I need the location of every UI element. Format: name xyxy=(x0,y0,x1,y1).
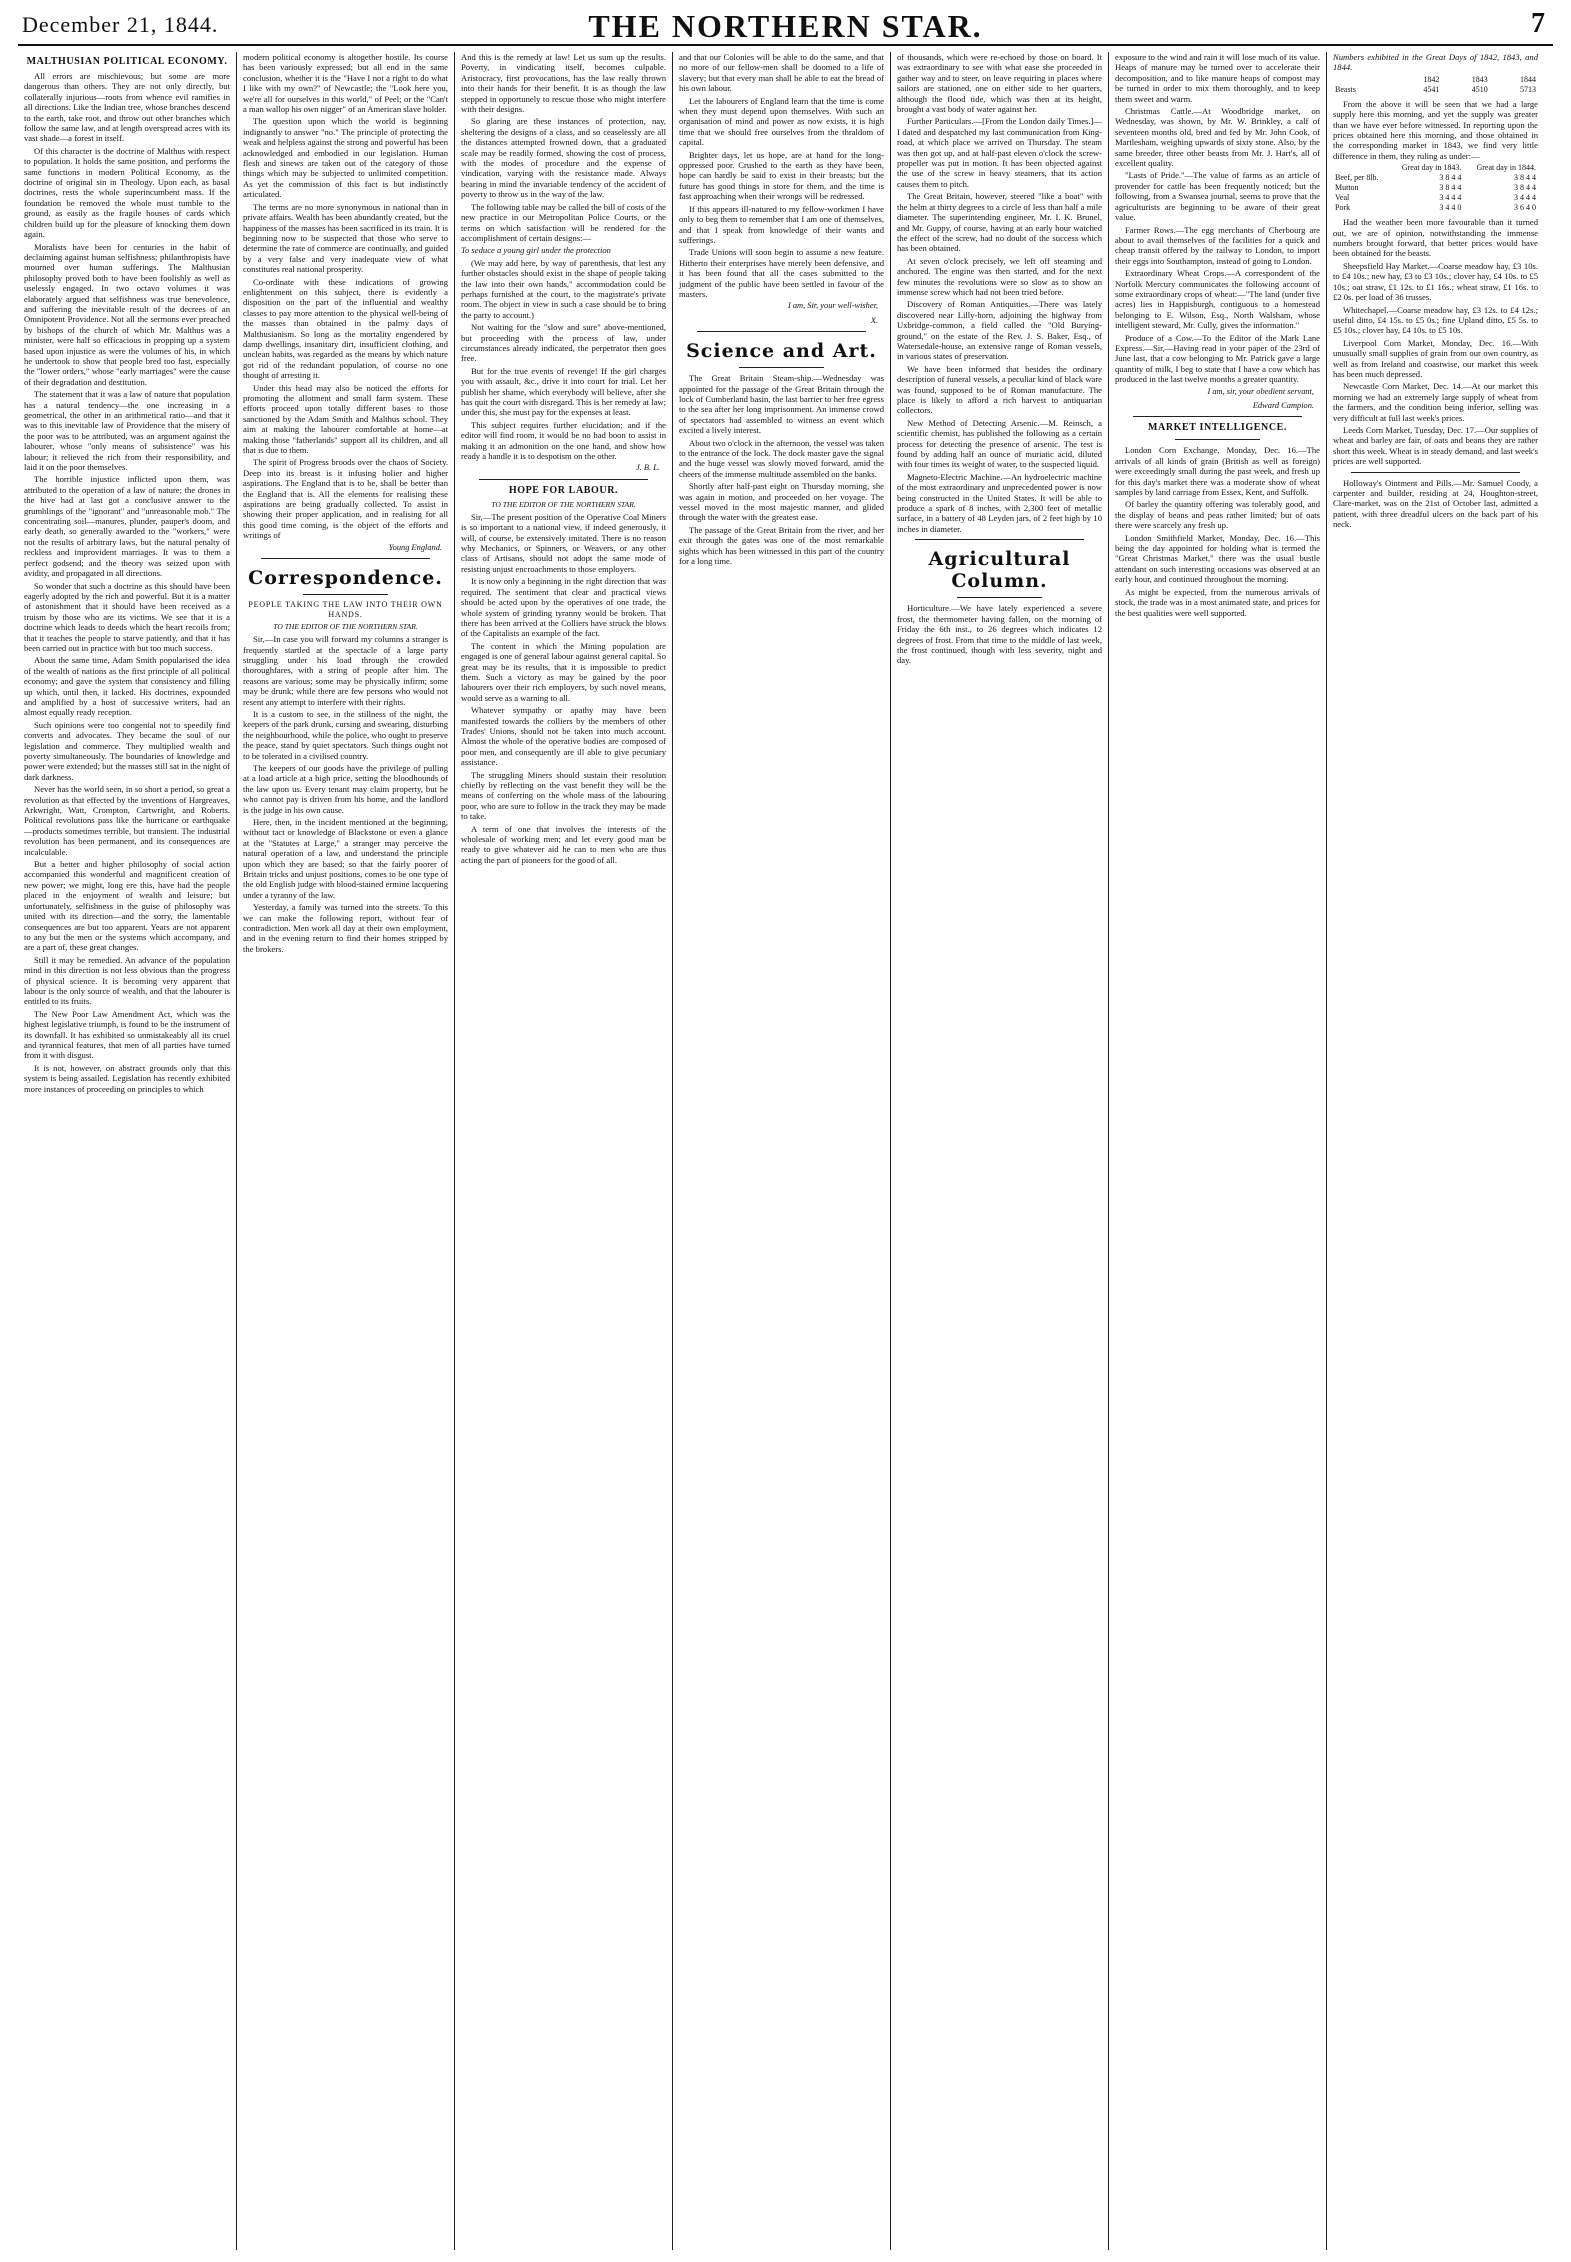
paragraph: The following table may be called the bill of costs of the new practice in our Metropolitan Police Courts, or the terms on which satisfaction will be rendered for the accomplishment of certain designs:— xyxy=(461,201,666,243)
table-header: 1844 xyxy=(1520,74,1536,84)
paragraph: The New Poor Law Amendment Act, which was the highest legislative triumph, is found to be the instrument of its downfall. It has exhibited so unmistakeably all its cruel and tyrannical features, that men of all parties have turned from it with disgust. xyxy=(24,1008,230,1061)
paragraph: The terms are no more synonymous in national than in private affairs. Wealth has been abundantly created, but the happiness of the masses has been sacrificed in its train. It is beginning now to be suspected that those who serve to determine the rate of commerce are continually, and guided by a very false and very inadequate view of what constitutes real national prosperity. xyxy=(243,201,448,275)
paragraph: (We may add here, by way of parenthesis, that lest any further obstacles should exist in the shape of people taking the law into their own hands," accommodation could be perhaps furnished at the court, to the magistrate's private room. The object in view in such a case should be to bring the party to account.) xyxy=(461,257,666,320)
table-caption: Numbers exhibited in the Great Days of 1842, 1843, and 1844. xyxy=(1333,52,1538,73)
table-cell: 3 8 4 4 xyxy=(1439,173,1462,183)
article-heading: MALTHUSIAN POLITICAL ECONOMY. xyxy=(26,56,228,67)
paragraph: So wonder that such a doctrine as this should have been eagerly adopted by the rich and powerful. But it is a matter of astonishment that it should have been received as a truism by those who are its victims. We see that it is a doctrine which leads to deeds which the heart recoils from; that it teaches the people to starve patiently, and that it has been carried out in practice with but too much success. xyxy=(24,580,230,653)
paragraph: Whitechapel.—Coarse meadow hay, £3 12s. to £4 12s.; useful ditto, £4 15s. to £5 0s.; fine Upland ditto, £5 5s. to £5 10s.; clover hay, £4 10s. to £5 10s. xyxy=(1333,304,1538,336)
divider xyxy=(739,367,824,368)
divider xyxy=(697,331,866,332)
masthead xyxy=(18,4,1553,46)
paragraph: Of this character is the doctrine of Malthus with respect to population. It holds the same position, and performs the same functions in modern Political Economy, as the doctrine of original sin in Theology. Upon each, as basal doctrines, rests the whole superincumbent mass. If the foundation be removed the whole must tumble to the ground, as easily as the fragile houses of cards which children build up for the pleasure of knocking them down again. xyxy=(24,145,230,240)
table-cell: Beasts xyxy=(1335,84,1356,94)
paragraph: Brighter days, let us hope, are at hand for the long-oppressed poor. Crushed to the earth as they have been, hope can hardly be said to exist in their breasts; but the future has good things in store for them, and the time is fast approaching when their wrongs will be redressed. xyxy=(679,149,884,202)
paragraph: But a better and higher philosophy of social action accompanied this wonderful and magnificent creation of new power; we might, long ere this, have had the people placed in the enjoyment of wealth and leisure; but unfortunately, selfishness in the guise of philosophy was united with its direction—and the sorry, the lamentable consequences are but too apparent. Years are not apparent to any but the men or the systems which accompany, and are a part of, these great changes. xyxy=(24,859,230,953)
paragraph: At seven o'clock precisely, we left off steaming and anchored. The engine was then started, and for the next few minutes the revolutions were so slow as to show an immense screw which had not been tried before. xyxy=(897,255,1102,297)
paragraph: Shortly after half-past eight on Thursday morning, she was again in motion, and proceeded on her voyage. The vessel moved in the most majestic manner, and glided through the water with the greatest ease. xyxy=(679,481,884,523)
table-cell: Veal xyxy=(1335,193,1350,203)
paragraph: From the above it will be seen that we had a large supply here this morning, and yet the supply was greater than we have ever before witnessed. In reporting upon the prices obtained here this morning, and those obtained in the corresponding market in 1843, we find very little difference in them, they ruling as under:— xyxy=(1333,98,1538,161)
paragraph: The Great Britain, however, steered "like a boat" with the helm at thirty degrees to a circle of less than half a mile diameter. The superintending engineer, Mr. I. K. Brunel, and Mr. Guppy, of course, having at an early hour watched the effect of the screw, had no doubt of the success which has been obtained. xyxy=(897,191,1102,254)
column-1 xyxy=(18,52,236,2250)
column-7 xyxy=(1326,52,1544,2250)
paragraph: modern political economy is altogether hostile. Its course has been variously expressed; but all end in the same conclusion, whether it is the "Have I not a right to do what I like with my own?" of Newcastle; the "Look here you, we're all for ourselves in this world," of Peel; or the "Can't a man wallop his own nigger" of an American slave holder. xyxy=(243,52,448,115)
table-cell: 3 8 4 4 xyxy=(1514,183,1536,193)
table-cell: 3 6 4 0 xyxy=(1514,203,1536,213)
paragraph: Christmas Cattle.—At Woodbridge market, on Wednesday, was shown, by Mr. W. Brinkley, a calf of seventeen months old, bred and fed by Mr. John Cook, of Martlesham, weighing upwards of sixty stone. Also, by the same breeder, three other beasts from Mr. J. Hart's, all of excellent quality. xyxy=(1115,106,1320,169)
table-row xyxy=(1333,85,1538,95)
paragraph: The struggling Miners should sustain their resolution chiefly by reflecting on the vast benefit they will be the means of conferring on the whole mass of the labouring poor, who are sure to follow in the track they may be made to take. xyxy=(461,769,666,822)
divider xyxy=(261,558,430,559)
paragraph: All errors are mischievous; but some are more dangerous than others. They are not only directly, but collaterally injurious—roots from whence evil ramifies in all directions. Like the Indian tree, whose branches descend to the earth, take root, and throw out other branches which follow the same law, and at length overspread acres with its vast shade—a forest in itself. xyxy=(24,71,230,144)
letter-salutation: TO THE EDITOR OF THE NORTHERN STAR. xyxy=(273,622,418,632)
table-cell: Mutton xyxy=(1335,183,1359,193)
paragraph: Let the labourers of England learn that the time is come when they must depend upon themselves. With such an organisation of mind and power as now exists, it is high time that we should free ourselves from the thraldom of capital. xyxy=(679,95,884,148)
table-header: Great day in 1844. xyxy=(1476,163,1536,173)
paragraph: So glaring are these instances of protection, nay, sheltering the designs of a class, and so ceaselessly are all the distances attempted frowned down, that a graduated scale may be readily formed, showing the cost of process, with the modes of procedure and the expense of vindication, varying with the resistance made. Always bearing in mind the invariable tendency of the accident of poverty to throw us in the way of the law. xyxy=(461,116,666,200)
paragraph: Further Particulars.—[From the London daily Times.]—I dated and despatched my last communication from King-road, at which place we arrived on Thursday. The steam was then got up, and at half-past eleven o'clock the screw-propeller was put in motion. It has been objected against the use of the screw in heavy steamers, that its action causes them to pitch. xyxy=(897,116,1102,189)
table-header: 1842 xyxy=(1423,74,1440,84)
paragraph: Trade Unions will soon begin to assume a new feature. Hitherto their enterprises have merely been defensive, and it has been found that all the cases submitted to the judgment of the public have been settled in favour of the masters. xyxy=(679,247,884,299)
divider xyxy=(1133,416,1302,417)
newspaper-title: THE NORTHERN STAR. xyxy=(588,8,983,44)
signature: Young England. xyxy=(388,542,442,552)
table-header: 1843 xyxy=(1471,74,1488,84)
columns xyxy=(18,52,1553,2250)
paragraph: The question upon which the world is beginning indignantly to answer "no." The principle of protecting the weak and helpless against the strong and powerful has been acknowledged and embodied in our legislation. Human flesh and sinews are taken out of the category of those things which may be subjected to unlimited competition. As yet the commission of this fact is but indistinctly articulated. xyxy=(243,116,448,200)
table-cell: 3 4 4 4 xyxy=(1439,193,1462,203)
section-title: Correspondence. xyxy=(248,567,443,590)
section-heading: MARKET INTELLIGENCE. xyxy=(1147,422,1288,434)
signature: X. xyxy=(870,315,878,325)
article-heading: HOPE FOR LABOUR. xyxy=(508,484,619,496)
table-cell: 4541 xyxy=(1423,84,1440,94)
paragraph: exposure to the wind and rain it will lose much of its value. Heaps of manure may be turned over to accelerate their decomposition, and to like manure heaps of compost may be turned in order to mix them thoroughly, and to keep them sweet and warm. xyxy=(1115,52,1320,104)
paragraph: Still it may be remedied. An advance of the population mind in this direction is not less obvious than the progress of physical science. It is becoming very apparent that labour is the only source of wealth, and that the labourer is entitled to its fruits. xyxy=(24,954,230,1007)
paragraph: London Smithfield Market, Monday, Dec. 16.—This being the day appointed for holding what is termed the "Great Christmas Market," there was the usual bustle attendant on such interesting occasions was observed at an early hour, and continued throughout the morning. xyxy=(1115,532,1320,585)
paragraph: Extraordinary Wheat Crops.—A correspondent of the Norfolk Mercury communicates the following account of some extraordinary crops of wheat:—"The land (under five acres) lies in Happisburgh, contiguous to a homestead belonging to E. Wilson, Esq., North Walsham, whose intelligent steward, Mr. Cully, gives the information." xyxy=(1115,268,1320,331)
table-row xyxy=(1333,173,1538,183)
column-2 xyxy=(236,52,454,2250)
page-number: 7 xyxy=(1531,8,1545,39)
paragraph: Never has the world seen, in so short a period, so great a revolution as that effected by the inventions of Hargreaves, Arkwright, Watt, Crompton, Cartwright, and Roberts. Political revolutions pass like the hurricane or earthquake—products sometimes terrible, but transient. The industrial revolution has been permanent, and its consequences are incalculable. xyxy=(24,784,230,857)
paragraph: A term of one that involves the interests of the wholesale of working men; and let every good man be ready to give whatever aid he can to men who are thus acting the part of pioneers for the good of all. xyxy=(461,823,666,865)
paragraph: The statement that it was a law of nature that population has a natural tendency—the one increasing in a geometrical, the other in an arithmetical ratio—and that it was to this inevitable law of Providence that the misery of the poor was to be attributed, was an argument against the labourer, whose "only means of subsistence" was his labour; it relieved the rich from their responsibility, and laid it on the poor themselves. xyxy=(24,389,230,473)
issue-date: December 21, 1844. xyxy=(22,12,219,37)
signature: J. B. L. xyxy=(636,463,660,473)
paragraph: Sir,—In case you will forward my columns a stranger is frequently startled at the spectacle of a large party struggling under his load through the crowded thoroughfares, with a string of people after him. The reasons are various; some may be physically infirm; some may be drunk; while there are few persons who would not resent any attempt to interfere with their rights. xyxy=(243,634,448,707)
paragraph: The content in which the Mining population are engaged is one of general labour against general capital. So great may be its results, that it is impossible to predict them. Such a victory as may be gained by the poor labourers over their rich employers, by such novel means, would serve as a warning to all. xyxy=(461,640,666,703)
paragraph: It is not, however, on abstract grounds only that this system is being assailed. Legislation has recently exhibited more instances of proceeding on principles to which xyxy=(24,1062,230,1094)
paragraph: This subject requires further elucidation; and if the editor will find room, it would be no bad boon to assist in making it an admonition on the one hand, and show how ready a handle it is to despotism on the other. xyxy=(461,419,666,462)
paragraph: Co-ordinate with these indications of growing enlightenment on this subject, there is evidently a disposition on the part of the influential and wealthy classes to pay more attention to the physical well-being of the masses than obtained in the palmy days of Malthusianism. So long as the mortality engendered by damp dwellings, insanitary dirt, insufficient clothing, and unclean habits, was regarded as the means by which nature got rid of the redundant population, of course no one thought of arresting it. xyxy=(243,276,448,381)
table-header: Great day in 1843. xyxy=(1401,163,1462,173)
paragraph: New Method of Detecting Arsenic.—M. Reinsch, a scientific chemist, has published the following as a certain process for detecting the presence of arsenic. The test is found by adding half an ounce of muriatic acid, diluted with four times its weight of water, to the suspected liquid. xyxy=(897,417,1102,470)
paragraph: But for the true events of revenge! If the girl charges you with assault, &c., drive it into court for trial. Let her publish her shame, which everybody will believe, after she has quit the court with disregard. This is her remedy at law; under this, she must pay for the expenses at least. xyxy=(461,365,666,418)
divider xyxy=(1175,439,1260,440)
table-row xyxy=(1333,183,1538,193)
letter-salutation: TO THE EDITOR OF THE NORTHERN STAR. xyxy=(491,499,636,509)
paragraph: About two o'clock in the afternoon, the vessel was taken to the entrance of the lock. The dock master gave the signal and the huge vessel was slowly moved forward, amid the cheers of the immense multitude assembled on the banks. xyxy=(679,437,884,479)
paragraph: The horrible injustice inflicted upon them, was attributed to the operation of a law of nature; the drones in the hive had at last got a conclusive answer to the grumblings of the "ignorant" and "unreasonable mob." The concentrating soil—manures, plunder, pauper's doom, and early death, so generally awarded to the "workers," were not the results of arbitrary laws, but the natural penalty of reckless and improvident marriages. It was to them a perfect godsend; and the theory was seized upon with avidity, and propagated in all directions. xyxy=(24,474,230,579)
cattle-numbers-table xyxy=(1333,75,1538,95)
paragraph: As might be expected, from the numerous arrivals of stock, the trade was in a most animated state, and prices for the best qualities were well supported. xyxy=(1115,586,1320,618)
table-row xyxy=(1333,163,1538,173)
paragraph: Magneto-Electric Machine.—An hydroelectric machine of the most extraordinary and unprecedented power is now being constructed in the United States. It will be able to produce a spark of 8 inches, with 2,300 feet of metallic surface, in a battery of 48 Leyden jars, of 2 feet high by 10 inches in diameter. xyxy=(897,471,1102,534)
meat-prices-table xyxy=(1333,163,1538,213)
paragraph: The Great Britain Steam-ship.—Wednesday was appointed for the passage of the Great Britain through the lock of Cumberland basin, the last barrier to her free egress to the sea after her long imprisonment. An immense crowd of spectators had assembled to witness an event which excited a lively interest. xyxy=(679,373,884,436)
paragraph: Newcastle Corn Market, Dec. 14.—At our market this morning we had an extremely large supply of wheat from the farmers, and the condition being inferior, selling was very difficult at full last week's prices. xyxy=(1333,381,1538,423)
paragraph: Of barley the quantity offering was tolerably good, and the display of beans and peas rather limited; but of oats there were scarcely any fresh up. xyxy=(1115,499,1320,531)
divider xyxy=(915,539,1084,540)
paragraph: We have been informed that besides the ordinary description of funeral vessels, a peculiar kind of black ware was found, supposed to be of Roman manufacture. The place is likely to afford a rich harvest to antiquarian collectors. xyxy=(897,363,1102,416)
column-6 xyxy=(1108,52,1326,2250)
paragraph: Farmer Rows.—The egg merchants of Cherbourg are about to avail themselves of the facilities for a quick and cheap transit offered by the railway to London, to import their eggs into Southampton, instead of going to London. xyxy=(1115,224,1320,266)
paragraph: Liverpool Corn Market, Monday, Dec. 16.—With unusually small supplies of grain from our own country, as well as from Ireland and coastwise, our market this week has been much depressed. xyxy=(1333,337,1538,379)
divider xyxy=(303,594,388,595)
table-cell: 3 8 4 4 xyxy=(1514,173,1536,183)
table-cell: 4510 xyxy=(1471,84,1488,94)
table-row xyxy=(1333,193,1538,203)
column-4 xyxy=(672,52,890,2250)
divider xyxy=(479,479,648,480)
paragraph: Here, then, in the incident mentioned at the beginning, without tact or knowledge of Blackstone or even a glance at the "Statutes at Large," a stranger may perceive the natural operation of a law, and understand the principle upon which they are based; so that the fairly poorer of Britain tricks and unjust positions, comes to be one type of the old English judge with blood-stained ermine lacquering under a tyranny of the law. xyxy=(243,817,448,900)
paragraph: And this is the remedy at law! Let us sum up the results. Poverty, in vindicating itself, becomes culpable. Aristocracy, first provocations, has the law really thrown into their hands for their benefit. It is as though the law stepped in opportunely to rescue those who might interfere with their designs. xyxy=(461,52,666,115)
paragraph: Yesterday, a family was turned into the streets. To this we can make the following report, without fear of contradiction. Men work all day at their own employment, and in the evening return to find their homes stripped by the brokers. xyxy=(243,902,448,954)
paragraph: and that our Colonies will be able to do the same, and that no more of our fellow-men shall be doomed to a life of slavery; but that every man shall be able to eat the bread of his own labour. xyxy=(679,52,884,94)
signature: Edward Campion. xyxy=(1252,401,1314,410)
paragraph: Such opinions were too congenial not to speedily find converts and advocates. They became the soul of our legislation and commerce. They multiplied wealth and poverty simultaneously. The boundaries of knowledge and power were extended; but the masses still sat in the night of dark darkness. xyxy=(24,719,230,782)
letter-heading: PEOPLE TAKING THE LAW INTO THEIR OWN HANDS. xyxy=(248,600,443,620)
divider xyxy=(1351,472,1520,473)
paragraph: Horticulture.—We have lately experienced a severe frost, the thermometer having fallen, on the morning of Friday the 6th inst., to 26 degrees which indicates 12 degrees of frost. From that time to the middle of last week, the frost continued, though with less severity, night and day. xyxy=(897,603,1102,666)
table-cell: 3 8 4 4 xyxy=(1439,183,1462,193)
table-cell: Beef, per 8lb. xyxy=(1335,173,1379,183)
paragraph: Not waiting for the "slow and sure" above-mentioned, but proceeding with the process of law, under circumstances already indicated, the perpetrator then goes free. xyxy=(461,322,666,364)
paragraph: Moralists have been for centuries in the habit of declaiming against human selfishness; philanthropists have mourned over human sufferings. The Malthusian philosophy proved both to have been foolishly as well as uselessly engaged. In two octavo volumes it was elaborately argued that selfishness was true benevolence, and suffering the inevitable result of the decrees of an Omnipotent Providence. Not all the sermons ever preached by bishops of the church of which Mr. Malthus was a minister, were half so efficacious in propping up a system based upon injustice as were the volumes of his, in which he undertook to show that people bred too fast, especially the "lower orders," whose "early marriages" were the cause of their degradation and destitution. xyxy=(24,241,230,387)
paragraph: Leeds Corn Market, Tuesday, Dec. 17.—Our supplies of wheat and barley are fair, of oats and beans they are rather short this week. Wheat is in steady demand, and last week's prices are well supported. xyxy=(1333,424,1538,467)
section-title: Science and Art. xyxy=(686,340,877,363)
paragraph: Discovery of Roman Antiquities.—There was lately discovered near Lilly-horn, adjoining the highway from Uxbridge-common, a field called the "Old Burying-ground," on the estate of the Rev. J. S. Baker, Esq., of Watersedale-house, an extensive range of Roman vessels, in various states of preservation. xyxy=(897,299,1102,362)
divider xyxy=(957,597,1042,598)
column-5 xyxy=(890,52,1108,2250)
paragraph: Under this head may also be noticed the efforts for promoting the allotment and small farm system. These efforts proceed upon totally different bases to those sanctioned by the Adam Smith and Malthus school. They aim at making the labourer comfortable at home—at making those "fatherlands" support all its children, and all that is due to them. xyxy=(243,382,448,456)
table-cell: Pork xyxy=(1335,203,1351,213)
costs-title: To seduce a young girl under the protection xyxy=(461,245,611,256)
paragraph: London Corn Exchange, Monday, Dec. 16.—The arrivals of all kinds of grain (British as well as foreign) were exceedingly small during the past week, and fresh up for this day's market there was a moderate show of wheat samples by land carriage from Essex, Kent, and Suffolk. xyxy=(1115,445,1320,498)
table-cell: 5713 xyxy=(1520,84,1536,94)
table-row xyxy=(1333,203,1538,213)
paragraph: The keepers of our goods have the privilege of pulling at a load article at a high price, setting the bloodhounds of the law upon us. Every tenant may claim property, but he who cannot pay is driven from his home, and the landlord is the judge in his own cause. xyxy=(243,762,448,815)
paragraph: It is now only a beginning in the right direction that was required. The sentiment that clear and practical views should be acted upon by the operatives of one trade, the whole system of grinding tyranny would be broken. That there has been arrived at the Colliers have struck the blows of the Capitalists an example of the fact. xyxy=(461,576,666,639)
paragraph: Sir,—The present position of the Operative Coal Miners is so important to a national view, if indeed generously, it will, of course, be extensively imitated. There is no reason why Mechanics, or Spinners, or Weavers, or any other class of Artisans, should not adopt the same mode of resisting unjust encroachments to those employers. xyxy=(461,511,666,574)
table-cell: 3 4 4 4 xyxy=(1514,193,1536,203)
table-header xyxy=(1333,163,1389,173)
sign-off: I am, sir, your obedient servant, xyxy=(1207,386,1314,396)
sign-off: I am, Sir, your well-wisher, xyxy=(787,301,878,311)
column-3 xyxy=(454,52,672,2250)
paragraph: Whatever sympathy or apathy may have been manifested towards the colliers by the members of other Trades' Unions, should not be taken into much account. Almost the whole of the operative bodies are composed of poor men, and consequently are ill able to give pecuniary assistance. xyxy=(461,705,666,768)
paragraph: About the same time, Adam Smith popularised the idea of the wealth of nations as the first principle of all political economy; and gave the system that consistency and filling up which, until then, it lacked. His doctrines, expounded and amplified by a host of successive writers, had an almost equally ready reception. xyxy=(24,655,230,718)
paragraph: It is a custom to see, in the stillness of the night, the keepers of the park drunk, cursing and swearing, disturbing the neighbourhood, while the police, who ought to preserve the peace, stand by quiet spectators. Such things ought not to be tolerated in a civilised country. xyxy=(243,708,448,761)
paragraph: Holloway's Ointment and Pills.—Mr. Samuel Coody, a carpenter and builder, residing at 24, Houghton-street, Clare-market, was on the 21st of October last, admitted a patient, with three dreadful ulcers on the back part of his neck. xyxy=(1333,477,1538,530)
paragraph: If this appears ill-natured to my fellow-workmen I have only to beg them to remember that I am one of themselves, and that I speak from knowledge of their wants and sufferings. xyxy=(679,203,884,245)
paragraph: "Lasts of Pride."—The value of farms as an article of provender for cattle has been frequently noticed; but the following, from a Swansea journal, seems to prove that the agriculturists are beginning to be aware of their great value. xyxy=(1115,170,1320,223)
table-cell: 3 4 4 0 xyxy=(1439,203,1462,213)
paragraph: Sheepsfield Hay Market.—Coarse meadow hay, £3 10s. to £4 10s.; new hay, £3 to £3 10s.; clover hay, £4 10s. to £5 10s.; oat straw, £1 12s. to £1 16s.; wheat straw, £1 16s. to £2 0s. per load of 36 trusses. xyxy=(1333,260,1538,303)
paragraph: Had the weather been more favourable than it turned out, we are of opinion, notwithstanding the immense numbers brought forward, that better prices would have been obtained for the beasts. xyxy=(1333,217,1538,259)
table-row xyxy=(1333,75,1538,85)
paragraph: The spirit of Progress broods over the chaos of Society. Deep into its breast is it infusing holier and higher aspirations. The England that is to be, shall be better than the England that is. All the elements for realising these aspirations are being gradually collected. To assist in showing their proper application, and in realising for all this good time coming, is the object of the efforts and writings of xyxy=(243,457,448,541)
paragraph: Produce of a Cow.—To the Editor of the Mark Lane Express.—Sir,—Having read in your paper of the 23rd of June last, that a cow belonging to Mr. Patrick gave a large quantity of milk, I beg to state that I have a cow which has produced in the last twelve months a greater quantity. xyxy=(1115,332,1320,385)
section-title: Agricultural Column. xyxy=(928,548,1071,593)
paragraph: The passage of the Great Britain from the river, and her exit through the gates was one of the most remarkable sights which has been witnessed in this part of the country for a long time. xyxy=(679,524,884,567)
paragraph: of thousands, which were re-echoed by those on board. It was extraordinary to see with what ease she proceeded in gather way and to steer, on leave requiring in places where sailors are stationed, one on either side to her quarters, although the flood tide, which was then at its height, brought a vast body of water against her. xyxy=(897,52,1102,115)
